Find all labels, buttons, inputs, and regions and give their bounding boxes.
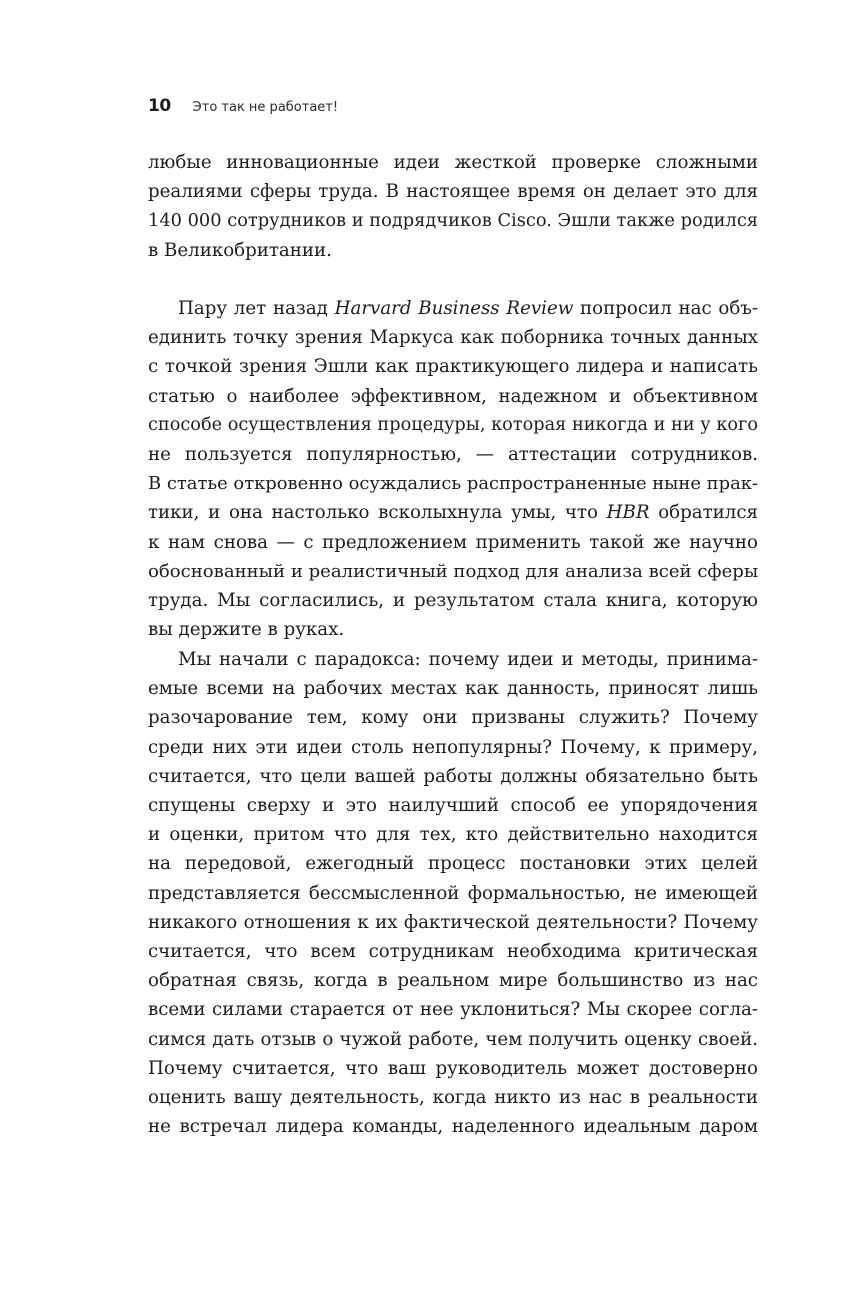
paragraph-3 [148,645,758,1141]
text-line: статью о наиболее эффективном, надежном и объективном [148,385,758,407]
text-line: считается, что всем сотрудникам необходима критическая [148,941,758,963]
text-line: симся дать отзыв о чужой работе, чем получить оценку своей. [148,1028,758,1050]
text-line: не пользуется популярностью, — аттестации сотрудников. [148,444,758,466]
text-line: с точкой зрения Эшли как практикующего лидера и написать [148,356,758,378]
text-run: Пару лет назад [178,298,335,319]
italic-title: Harvard Business Review [334,298,574,319]
text-line: способе осуществления процедуры, которая никогда и ни у кого [148,414,758,435]
text-line: 140 000 сотрудников и подрядчиков Cisco. Эшли также родился [148,210,758,232]
text-line: реалиями сферы труда. В настоящее время он делает это для [148,181,758,203]
text-line [148,294,758,323]
running-header [148,96,338,118]
text-run: обратился [649,502,758,524]
page-number: 10 [148,96,171,116]
text-line: никакого отношения к их фактической деятельности? Почему [148,911,758,933]
text-line: среди них эти идеи столь непопулярны? Почему, к примеру, [148,736,758,758]
text-line: к нам снова — с предложением применить такой же научно [148,531,758,553]
text-line: обоснованный и реалистичный подход для анализа всей сферы [148,560,759,582]
text-line: В статье откровенно осуждались распространенные ныне прак- [148,473,758,495]
text-run: тики, и она настолько всколыхнула умы, что [148,502,607,524]
text-run: попросил нас объ- [573,298,759,319]
text-line: Почему считается, что ваш руководитель может достоверно [148,1057,758,1079]
italic-abbreviation: HBR [606,502,650,524]
text-line: вы держите в руках. [148,619,345,641]
text-line: спущены сверху и это наилучший способ ее упорядочения [148,795,758,817]
text-line: всеми силами старается от нее уклониться? Мы скорее согла- [148,999,758,1021]
text-line: не встречал лидера команды, наделенного идеальным даром [148,1116,758,1138]
text-line: любые инновационные идеи жесткой проверке сложными [148,152,758,173]
text-line: на передовой, ежегодный процесс постановки этих целей [148,853,758,875]
text-line: емые всеми на рабочих местах как данность, приносят лишь [148,678,758,700]
text-line: в Великобритании. [148,239,332,261]
text-line: обратная связь, когда в реальном мире большинство из нас [148,970,758,992]
text-line: оценить вашу деятельность, когда никто из нас в реальности [148,1087,758,1109]
text-line: и оценки, притом что для тех, кто действительно находится [148,824,758,846]
text-line [148,498,758,527]
running-title: Это так не работает! [192,100,339,115]
text-line: считается, что цели вашей работы должны обязательно быть [148,765,758,787]
text-line: единить точку зрения Маркуса как поборника точных данных [148,327,758,349]
paragraph-1 [148,148,758,265]
paragraph-2 [148,294,758,644]
text-line: представляется бессмысленной формальностью, не имеющей [148,882,758,904]
text-line: труда. Мы согласились, и результатом стала книга, которую [148,590,758,612]
text-line: разочарование тем, кому они призваны служить? Почему [148,707,758,729]
text-line: Мы начали с парадокса: почему идеи и методы, принима- [178,649,758,670]
